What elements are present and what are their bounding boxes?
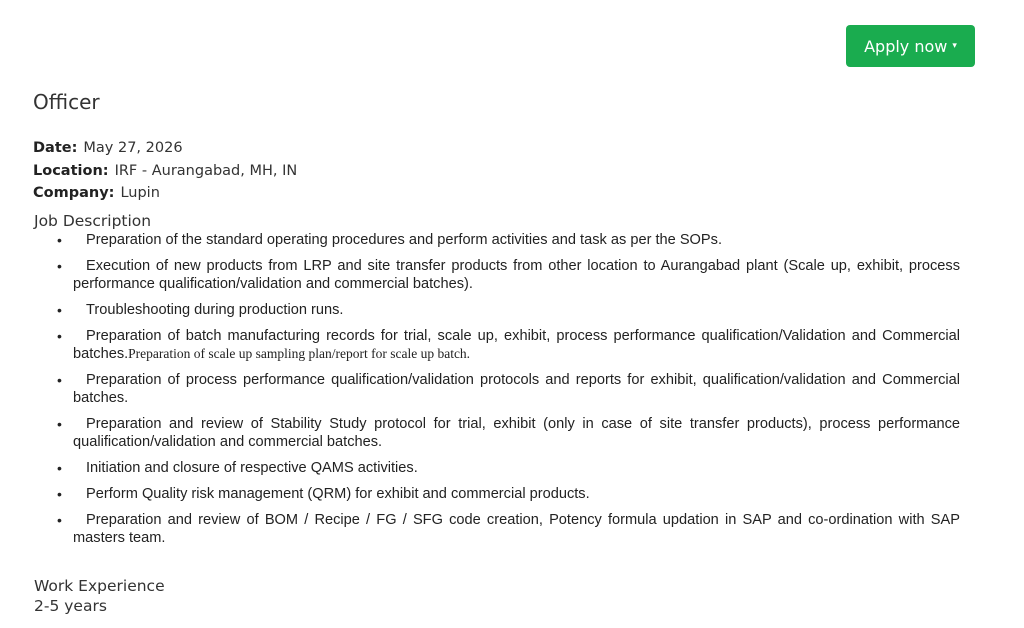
list-item-text: Preparation of batch manufacturing records for trial, scale up, exhibit, process performance qualification/Validation and Commercial batches. [73,328,960,362]
list-item [57,257,960,293]
bullet-icon: • [57,416,62,432]
list-item [57,415,960,451]
list-item-text: Initiation and closure of respective QAMS activities. [86,460,418,476]
list-item-extra-text: Preparation of scale up sampling plan/report for scale up batch. [128,346,471,361]
job-description-list [57,231,960,555]
list-item [57,327,960,363]
list-item-text: Perform Quality risk management (QRM) for exhibit and commercial products. [86,486,590,502]
job-description-heading: Job Description [34,212,152,230]
apply-now-button[interactable] [846,25,975,67]
location-row [33,160,297,183]
list-item [57,301,960,319]
bullet-icon: • [57,258,62,274]
list-item-text: Preparation of the standard operating procedures and perform activities and task as per the SOPs. [86,232,722,248]
work-experience [34,576,165,616]
bullet-icon: • [57,512,62,528]
bullet-icon: • [57,302,62,318]
date-label: Date: [33,140,78,156]
apply-now-label: Apply now [864,36,948,56]
list-item-text: Preparation and review of BOM / Recipe / FG / SFG code creation, Potency formula updation in SAP and co-ordination with SAP masters team. [73,512,960,546]
list-item-text: Execution of new products from LRP and site transfer products from other location to Aurangabad plant (Scale up, exhibit, process performance qualification/validation and commercial batches). [73,258,960,292]
bullet-icon: • [57,328,62,344]
list-item [57,511,960,547]
caret-down-icon: ▾ [952,41,957,51]
date-row [33,137,297,160]
bullet-icon: • [57,372,62,388]
location-value: IRF - Aurangabad, MH, IN [114,162,298,179]
work-experience-value: 2-5 years [34,597,107,615]
list-item [57,231,960,249]
company-label: Company: [33,185,115,201]
bullet-icon: • [57,460,62,476]
list-item [57,371,960,407]
list-item [57,459,960,477]
list-item-text: Preparation of process performance qualification/validation protocols and reports for exhibit, qualification/validation and Commercial batches. [73,372,960,406]
job-title: Officer [33,90,100,114]
bullet-icon: • [57,486,62,502]
list-item [57,485,960,503]
list-item-text: Troubleshooting during production runs. [86,302,344,318]
date-value: May 27, 2026 [83,140,183,156]
bullet-icon: • [57,232,62,248]
company-value: Lupin [120,185,160,201]
job-meta [33,137,297,205]
work-experience-heading: Work Experience [34,577,165,595]
location-label: Location: [33,162,109,179]
company-row [33,182,297,205]
list-item-text: Preparation and review of Stability Study protocol for trial, exhibit (only in case of site transfer products), process performance qualification/validation and commercial batches. [73,416,960,450]
